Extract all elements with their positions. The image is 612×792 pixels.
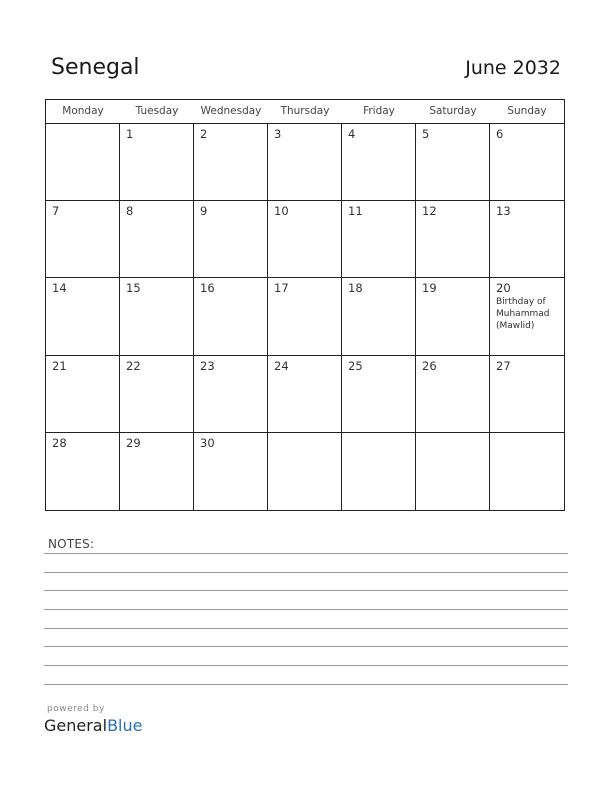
calendar-day-cell — [268, 278, 342, 355]
calendar-day-cell — [490, 278, 564, 355]
note-line — [44, 628, 568, 629]
note-line — [44, 684, 568, 685]
note-line — [44, 553, 568, 554]
calendar-day-cell — [120, 201, 194, 278]
day-number: 20 — [496, 281, 511, 296]
note-line — [44, 572, 568, 573]
weekday-thursday: Thursday — [280, 105, 330, 117]
calendar-day-cell — [490, 124, 564, 201]
calendar-day-cell — [416, 201, 490, 278]
day-number: 14 — [52, 281, 67, 296]
calendar-day-cell — [194, 124, 268, 201]
day-number: 13 — [496, 204, 511, 219]
calendar-day-cell — [268, 433, 342, 510]
weekday-monday: Monday — [62, 105, 104, 117]
day-number: 2 — [200, 127, 208, 141]
brand-logo-general: General — [44, 716, 108, 735]
brand-logo-blue: Blue — [107, 716, 143, 735]
calendar-day-cell — [268, 356, 342, 433]
calendar-day-cell — [194, 278, 268, 355]
calendar-day-cell — [416, 278, 490, 355]
calendar-day-cell — [194, 433, 268, 510]
weekday-friday: Friday — [363, 105, 395, 117]
day-number: 16 — [200, 281, 215, 296]
country-title: Senegal — [51, 55, 140, 80]
day-number: 18 — [348, 281, 363, 296]
month-year-title: June 2032 — [465, 57, 561, 79]
calendar-day-cell — [120, 356, 194, 433]
day-number: 12 — [422, 204, 437, 219]
note-line — [44, 646, 568, 647]
day-number: 23 — [200, 358, 215, 373]
day-number: 26 — [422, 358, 437, 373]
calendar-day-cell — [46, 356, 120, 433]
holiday-label: Birthday of — [496, 297, 546, 308]
day-number: 30 — [200, 435, 215, 450]
day-number: 28 — [52, 435, 67, 450]
day-number: 25 — [348, 358, 363, 373]
calendar-day-cell — [120, 278, 194, 355]
calendar-day-cell — [416, 124, 490, 201]
notes-label: NOTES: — [48, 537, 95, 551]
weekday-sunday: Sunday — [507, 105, 547, 117]
calendar-day-cell — [268, 201, 342, 278]
day-number: 24 — [274, 358, 289, 373]
holiday-label: (Mawlid) — [496, 321, 535, 332]
note-line — [44, 665, 568, 666]
day-number: 19 — [422, 281, 437, 296]
calendar-day-cell — [120, 124, 194, 201]
day-number: 5 — [422, 127, 430, 141]
calendar-day-cell — [342, 278, 416, 355]
calendar-day-cell — [46, 201, 120, 278]
calendar-day-cell — [490, 433, 564, 510]
day-number: 4 — [348, 127, 356, 141]
calendar-day-cell — [342, 433, 416, 510]
calendar-day-cell — [268, 124, 342, 201]
holiday-label: Muhammad — [496, 309, 550, 320]
weekday-header-row — [46, 100, 564, 124]
day-number: 21 — [52, 358, 67, 373]
calendar-day-cell — [342, 201, 416, 278]
day-number: 17 — [274, 281, 289, 296]
calendar-grid — [45, 99, 565, 511]
calendar-day-cell — [416, 356, 490, 433]
day-number: 3 — [274, 127, 282, 141]
calendar-day-cell — [194, 201, 268, 278]
day-number: 22 — [126, 358, 141, 373]
calendar-day-cell — [120, 433, 194, 510]
calendar-day-cell — [416, 433, 490, 510]
powered-by-text: powered by — [47, 704, 105, 714]
note-line — [44, 590, 568, 591]
day-number: 6 — [496, 127, 504, 141]
day-number: 1 — [126, 127, 134, 141]
day-number: 11 — [348, 204, 363, 219]
day-number: 8 — [126, 204, 134, 219]
calendar-day-cell — [46, 278, 120, 355]
day-number: 10 — [274, 204, 289, 219]
weekday-tuesday: Tuesday — [135, 105, 179, 117]
calendar-day-cell — [342, 356, 416, 433]
calendar-day-cell — [490, 356, 564, 433]
day-number: 9 — [200, 204, 208, 219]
weekday-wednesday: Wednesday — [200, 105, 262, 117]
brand-logo — [44, 716, 142, 735]
calendar-day-cell — [46, 124, 120, 201]
calendar-day-cell — [46, 433, 120, 510]
day-number: 29 — [126, 435, 141, 450]
calendar-day-cell — [342, 124, 416, 201]
note-line — [44, 609, 568, 610]
calendar-day-cell — [490, 201, 564, 278]
calendar-day-cell — [194, 356, 268, 433]
day-number: 7 — [52, 204, 60, 219]
day-number: 27 — [496, 358, 511, 373]
day-number: 15 — [126, 281, 141, 296]
calendar-weeks — [46, 124, 564, 510]
weekday-saturday: Saturday — [429, 105, 477, 117]
